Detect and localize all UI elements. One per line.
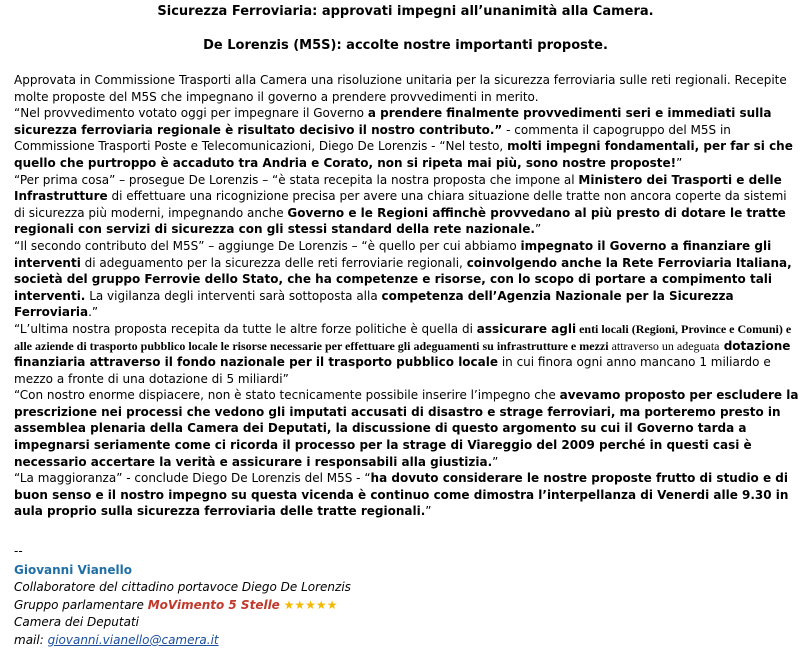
bold-text: enti locali (Regioni, Province e Comuni) e alle aziende di trasporto pubblico locale le risorse necessarie per effettuare gli adeguamenti su infrastrutture e mezzi [14, 321, 792, 353]
article-paragraph [14, 238, 799, 321]
text: attraverso un adeguata [608, 338, 720, 353]
article-paragraph [14, 172, 799, 238]
bold-text: impegnato il Governo a finanziare gli interventi [14, 238, 772, 270]
text: - commenta il capogruppo del M5S in Commissione Trasporti Poste e Telecomunicazioni, Diego De Lorenzis - “Nel testo, [14, 122, 731, 154]
signature-group [14, 597, 799, 615]
signature-separator: -- [14, 544, 23, 558]
bold-text: competenza dell’Agenzia Nazionale per la Sicurezza Ferroviaria [14, 288, 734, 320]
text: ” [492, 454, 499, 469]
text: ” [534, 222, 542, 237]
bold-text: dotazione finanziaria attraverso il fondo nazionale per il trasporto pubblico locale [14, 338, 791, 370]
mail-label: mail: [14, 632, 48, 647]
text: “Il secondo contributo del M5S” – aggiunge De Lorenzis – “è quello per cui abbiamo [14, 238, 521, 253]
text: in cui finora ogni anno mancano 1 miliardo e mezzo a fronte di una dotazione di 5 miliardi” [14, 355, 771, 386]
article-paragraph [14, 470, 799, 520]
five-stars-icon: ★★★★★ [283, 597, 338, 612]
bold-text: a prendere finalmente provvedimenti seri e immediati sulla sicurezza ferroviaria regionale è risultato decisivo il nostro contributo.” [14, 106, 772, 137]
text: “Con nostro enorme dispiacere, non è stato tecnicamente possibile inserire l’impegno che [14, 388, 560, 403]
article-paragraph [14, 72, 799, 105]
bold-text: Ministero dei Trasporti e delle Infrastrutture [14, 172, 782, 204]
subheadline: De Lorenzis (M5S): accolte nostre importanti proposte. [203, 38, 608, 53]
text: “Nel provvedimento votato oggi per impegnare il Governo [14, 106, 368, 121]
text: .” [88, 305, 99, 320]
text: “La maggioranza” - conclude Diego De Lorenzis del M5S - “ [14, 471, 371, 486]
movimento-brand: MoVimento 5 Stelle [147, 597, 280, 612]
headline: Sicurezza Ferroviaria: approvati impegni all’unanimità alla Camera. [157, 4, 654, 19]
article-paragraph [14, 105, 799, 171]
text: Approvata in Commissione Trasporti alla Camera una risoluzione unitaria per la sicurezza ferroviaria sulle reti regionali. Recepite molte proposte del M5S che impegnano il governo a prendere provvedimenti in merito. [14, 73, 787, 104]
bold-text: molti impegni fondamentali, per far si che quello che purtroppo è accaduto tra Andria e Corato, non si ripeta mai più, sono nostre proposte! [14, 139, 793, 170]
bold-text: avevamo proposto per escludere la prescrizione nei processi che vedono gli imputati accusati di disastro e strage ferroviari, ma porteremo presto in assemblea plenaria della Camera dei Deputati, la discussione di questo argomento su cui il Governo tarda a impegnarsi seriamente come ci ricorda il processo per la strage di Viareggio del 2009 perché in questi casi è necessario accertare la verità e assicurare i responsabili alla giustizia. [14, 388, 799, 469]
signature-chamber: Camera dei Deputati [14, 615, 139, 630]
signature-mail [14, 632, 799, 650]
signature-role: Collaboratore del cittadino portavoce Diego De Lorenzis [14, 580, 351, 595]
text: ” [676, 155, 683, 170]
text: “Per prima cosa” – prosegue De Lorenzis – “è stata recepita la nostra proposta che impone al [14, 172, 579, 187]
article-paragraph [14, 321, 799, 387]
text: di adeguamento per la sicurezza delle reti ferroviarie regionali, [80, 255, 467, 270]
article-body [14, 72, 799, 520]
text: La vigilanza degli interventi sarà sottoposta alla [85, 288, 382, 303]
bold-text: Governo e le Regioni affinchè provvedano al più presto di dotare le tratte regionali con servizi di sicurezza con gli stessi standard della rete nazionale. [14, 205, 786, 237]
text: ” [425, 504, 432, 519]
email-link[interactable]: giovanni.vianello@camera.it [47, 632, 219, 647]
text: “L’ultima nostra proposta recepita da tutte le altre forze politiche è quella di [14, 321, 477, 336]
email-signature [14, 543, 799, 650]
bold-text: ha dovuto considerare le nostre proposte frutto di studio e di buon senso e il nostro impegno su questa vicenda è continuo come dimostra l’interpellanza di Venerdi alle 9.30 in aula proprio sulla sicurezza ferroviaria delle tratte regionali. [14, 471, 789, 519]
bold-text: assicurare agli [476, 321, 577, 336]
text: di effettuare una ricognizione precisa per avere una chiara situazione delle tratte non ancora coperte da sistemi di sicurezza più moderni, impegnando anche [14, 189, 787, 220]
bold-text: coinvolgendo anche la Rete Ferroviaria Italiana, società del gruppo Ferrovie dello Stato, che ha competenze e risorse, con lo scopo di portare a compimento tali interventi. [14, 255, 792, 303]
article-paragraph [14, 387, 799, 470]
group-prefix: Gruppo parlamentare [14, 597, 148, 612]
signature-name: Giovanni Vianello [14, 562, 132, 577]
